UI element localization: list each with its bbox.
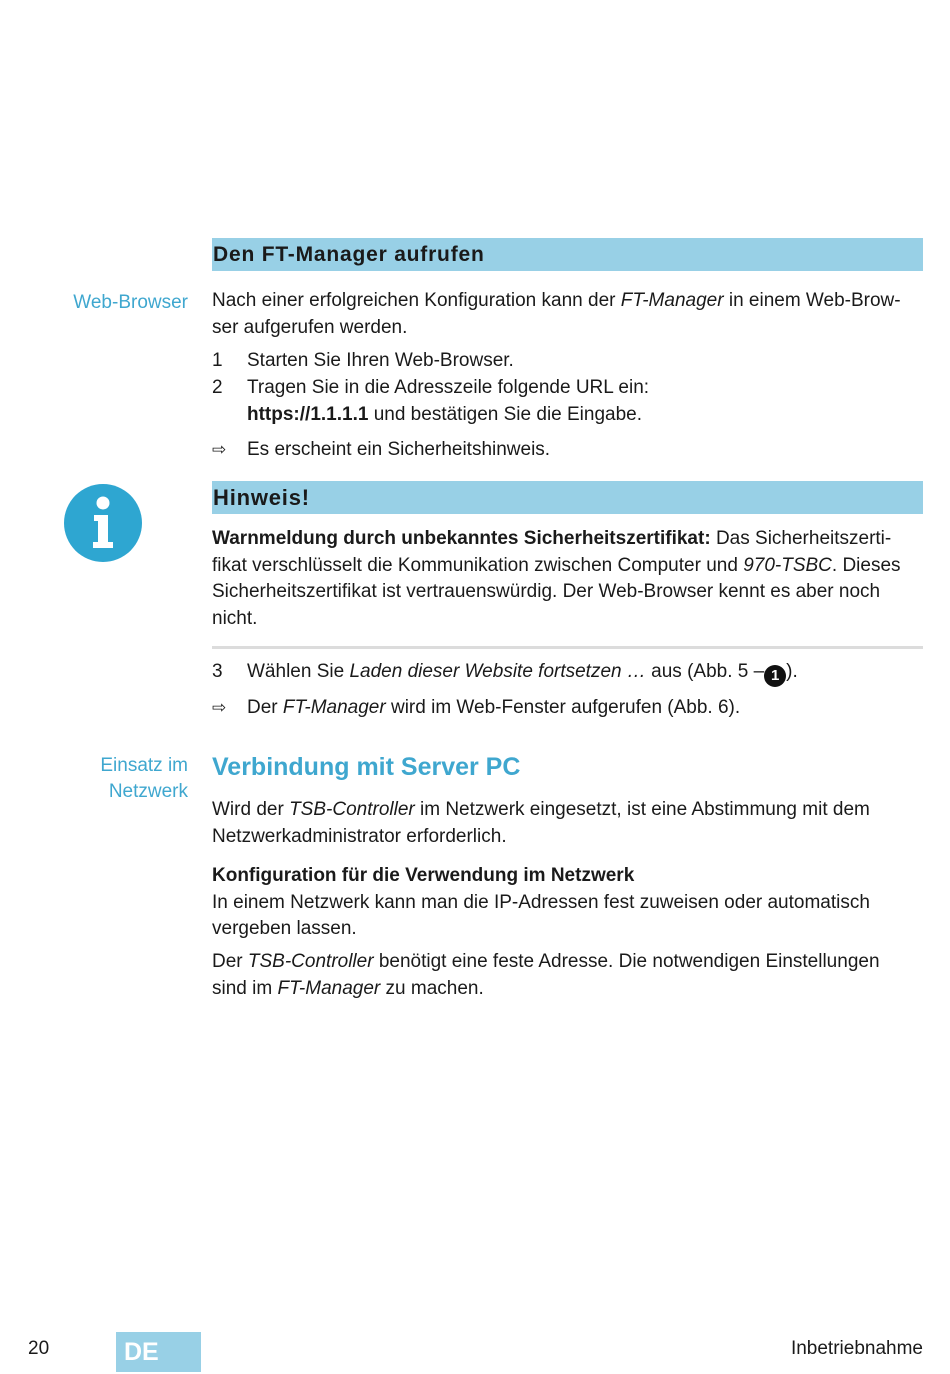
- step-number: 2: [212, 377, 223, 398]
- step3-italic: Laden dieser Website fortsetzen …: [349, 661, 646, 682]
- sidebar-label-netzwerk: [0, 753, 188, 805]
- divider: [212, 646, 923, 649]
- list-item: [212, 375, 923, 429]
- note-line2-end: . Dieses: [831, 554, 901, 576]
- result-suffix: wird im Web-Fenster aufgerufen (Abb. 6).: [385, 697, 741, 718]
- step-text: Starten Sie Ihren Web-Browser.: [247, 350, 514, 371]
- p3-suffix: benötigt eine feste Adresse. Die notwendigen Einstellungen: [373, 951, 880, 972]
- p3-line2-prefix: sind im: [212, 977, 278, 999]
- p2-line-2: vergeben lassen.: [212, 918, 357, 939]
- step-text: [247, 375, 923, 428]
- callout-badge: 1: [764, 665, 786, 687]
- note-line2-italic: 970-TSBC: [743, 554, 832, 576]
- note-line1-rest: Das Sicherheitszerti-: [710, 528, 892, 549]
- page-number: 20: [28, 1338, 50, 1359]
- intro-line-1: [212, 288, 923, 315]
- step-number: 3: [212, 661, 223, 682]
- intro-text: Nach einer erfolgreichen Konfiguration kann der: [212, 290, 621, 311]
- note-paragraph: [212, 526, 923, 632]
- paragraph: [212, 863, 923, 943]
- url-suffix: und bestätigen Sie die Eingabe.: [368, 403, 643, 425]
- p3-line2-suffix: zu machen.: [380, 977, 484, 999]
- intro-italic: FT-Manager: [620, 290, 724, 311]
- p3-prefix: Der: [212, 951, 248, 972]
- p1-prefix: Wird der: [212, 799, 290, 820]
- intro-text-end: in einem Web-Brow-: [723, 290, 901, 311]
- p1-line-1: [212, 797, 923, 824]
- note-line-1: [212, 526, 923, 553]
- language-badge: DE: [116, 1332, 201, 1372]
- p1-suffix: im Netzwerk eingesetzt, ist eine Abstimmung mit dem: [414, 799, 870, 820]
- sidebar-line-2: Netzwerk: [108, 781, 188, 802]
- info-icon: [64, 484, 142, 562]
- url-text: https://1.1.1.1: [247, 403, 369, 425]
- intro-paragraph: [212, 288, 923, 341]
- p2-line-1: In einem Netzwerk kann man die IP-Adressen fest zuweisen oder automatisch: [212, 891, 870, 913]
- step-text-line1: Tragen Sie in die Adresszeile folgende URL ein:: [247, 377, 650, 398]
- subheading: Konfiguration für die Verwendung im Netzwerk: [212, 865, 635, 886]
- info-icon-glyph: [64, 484, 142, 562]
- note-heading: Hinweis!: [212, 481, 923, 514]
- section-heading-server-pc: Verbindung mit Server PC: [212, 753, 521, 781]
- sidebar-label-web-browser: Web-Browser: [73, 292, 188, 313]
- p3-line-1: [212, 949, 923, 976]
- section-heading-ft-manager: Den FT-Manager aufrufen: [212, 238, 923, 271]
- result-prefix: Der: [247, 697, 283, 718]
- arrow-right-icon: ⇨: [212, 698, 227, 717]
- note-bold-lead: Warnmeldung durch unbekanntes Sicherheitszertifikat:: [212, 528, 711, 549]
- p3-line2-italic: FT-Manager: [277, 977, 381, 999]
- note-line-4: nicht.: [212, 607, 258, 629]
- arrow-right-icon: ⇨: [212, 440, 227, 459]
- step3-close: ).: [786, 661, 798, 682]
- p3-line-2: [212, 976, 923, 1003]
- result-text: Es erscheint ein Sicherheitshinweis.: [247, 439, 551, 460]
- result-text: [247, 695, 923, 722]
- step-text-line2: [247, 402, 923, 429]
- paragraph: [212, 797, 923, 850]
- sidebar-line-1: Einsatz im: [100, 755, 188, 776]
- p3-italic: TSB-Controller: [247, 951, 374, 972]
- step3-suffix: aus (Abb. 5 –: [645, 661, 765, 682]
- step3-prefix: Wählen Sie: [247, 661, 350, 682]
- step-number: 1: [212, 350, 223, 371]
- note-line2-text: fikat verschlüsselt die Kommunikation zwischen Computer und: [212, 554, 744, 576]
- result-italic: FT-Manager: [282, 697, 386, 718]
- note-line-3: Sicherheitszertifikat ist vertrauenswürdig. Der Web-Browser kennt es aber noch: [212, 581, 881, 602]
- note-line-2: [212, 553, 923, 580]
- p1-italic: TSB-Controller: [289, 799, 415, 820]
- step-text: [247, 659, 923, 687]
- intro-line-2: ser aufgerufen werden.: [212, 316, 408, 338]
- paragraph: [212, 949, 923, 1002]
- chapter-title: Inbetriebnahme: [790, 1338, 923, 1359]
- p1-line-2: Netzwerkadministrator erforderlich.: [212, 825, 507, 847]
